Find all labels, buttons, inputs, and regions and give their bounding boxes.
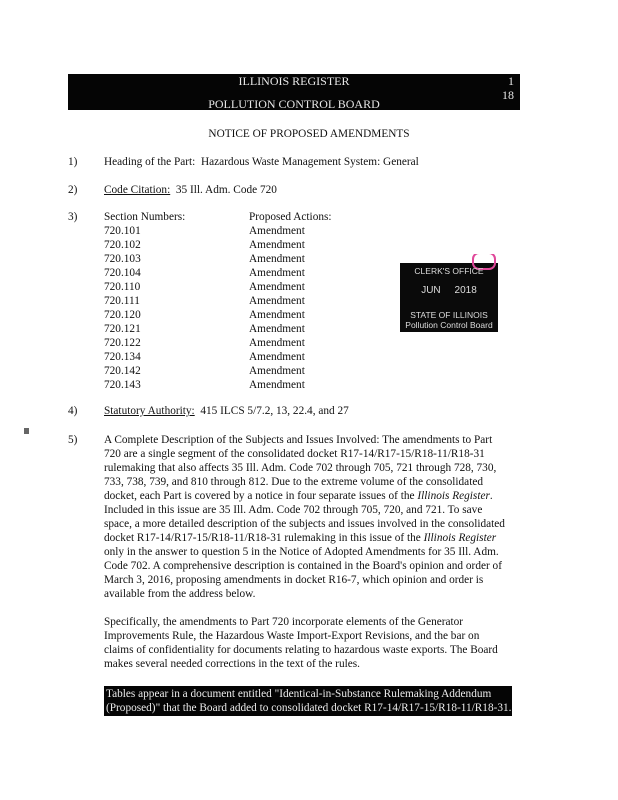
proposed-action: Amendment [249, 337, 305, 349]
specifically-line: makes several needed corrections in the text of the rules. [104, 658, 360, 670]
description-line: March 3, 2016, proposing amendments in docket R16-7, which opinion and order is [104, 574, 484, 586]
section-number: 720.103 [104, 253, 141, 265]
heading-value: Hazardous Waste Management System: General [200, 156, 419, 168]
section-number: 720.121 [104, 323, 141, 335]
stamp-date [400, 286, 498, 296]
proposed-action: Amendment [249, 309, 305, 321]
description-line: 733, 738, 739, and 810 through 812. Due to the extreme volume of the consolidated [104, 476, 483, 488]
proposed-action: Amendment [249, 365, 305, 377]
statutory-authority-value: 415 ILCS 5/7.2, 13, 22.4, and 27 [200, 405, 349, 417]
proposed-action: Amendment [249, 281, 305, 293]
specifically-line: Improvements Rule, the Hazardous Waste Import-Export Revisions, and the bar on [104, 630, 480, 642]
proposed-action: Amendment [249, 225, 305, 237]
scan-speck [24, 428, 29, 434]
section-number: 720.142 [104, 365, 141, 377]
item-number-3: 3) [68, 211, 78, 223]
stamp-state: STATE OF ILLINOIS [410, 310, 488, 320]
stamp-clerks-office: CLERK'S OFFICE [414, 266, 484, 276]
register-title: ILLINOIS REGISTER [238, 74, 350, 88]
code-citation-label: Code Citation: [104, 184, 171, 196]
description-line: Code 702. A comprehensive description is contained in the Board's opinion and order of [104, 560, 502, 572]
item-2-text [104, 184, 277, 198]
proposed-action: Amendment [249, 239, 305, 251]
tables-note-line: Tables appear in a document entitled "Identical-in-Substance Rulemaking Addendum [106, 688, 492, 700]
specifically-line: claims of confidentiality for documents relating to hazardous waste exports. The Board [104, 644, 498, 656]
section-number: 720.111 [104, 295, 140, 307]
proposed-action: Amendment [249, 379, 305, 391]
section-numbers-header: Section Numbers: [104, 211, 186, 223]
specifically-line: Specifically, the amendments to Part 720 incorporate elements of the Generator [104, 616, 464, 628]
register-title-italic: Illinois Register [423, 532, 497, 544]
code-citation-value: 35 Ill. Adm. Code 720 [175, 184, 277, 196]
description-line: only in the answer to question 5 in the Notice of Adopted Amendments for 35 Ill. Adm. [104, 546, 499, 558]
proposed-action: Amendment [249, 253, 305, 265]
heading-label: Heading of the Part: [104, 156, 196, 168]
description-line: 720 are a single segment of the consolidated docket R17-14/R17-15/R18-11/R18-31 [104, 448, 485, 460]
stamp-board: Pollution Control Board [405, 320, 493, 330]
item-4-text [104, 405, 349, 419]
agency-header-bar [68, 88, 520, 110]
description-line: available from the address below. [104, 588, 256, 600]
section-number: 720.122 [104, 337, 141, 349]
stamp-year: 2018 [454, 285, 477, 296]
item-number-2: 2) [68, 184, 78, 196]
section-number: 720.120 [104, 309, 141, 321]
statutory-authority-label: Statutory Authority: [104, 405, 195, 417]
register-title-italic: Illinois Register [417, 490, 490, 502]
proposed-action: Amendment [249, 323, 305, 335]
description-line: space, a more detailed description of the subjects and issues involved in the consolidated [104, 518, 505, 530]
section-number: 720.104 [104, 267, 141, 279]
description-line: A Complete Description of the Subjects and Issues Involved: The amendments to Part [104, 434, 493, 446]
item-number-5: 5) [68, 434, 78, 446]
proposed-action: Amendment [249, 267, 305, 279]
item-1-text [104, 156, 419, 170]
proposed-actions-header: Proposed Actions: [249, 211, 332, 223]
item-number-1: 1) [68, 156, 78, 168]
page-number: 18 [502, 88, 514, 102]
page-marker: 1 [508, 74, 514, 88]
tables-note-line: (Proposed)" that the Board added to consolidated docket R17-14/R17-15/R18-11/R18-31. [106, 702, 512, 714]
tables-note [104, 686, 512, 716]
section-number: 720.102 [104, 239, 141, 251]
notice-title: NOTICE OF PROPOSED AMENDMENTS [208, 128, 410, 140]
description-line [104, 532, 496, 546]
stamp-month: JUN [421, 285, 441, 296]
description-line-text: docket R17-14/R17-15/R18-11/R18-31 rulemaking in this issue of the [104, 532, 421, 544]
description-line: rulemaking that also affects 35 Ill. Adm. Code 702 through 705, 721 through 728, 730, [104, 462, 497, 474]
description-line-text: docket, each Part is covered by a notice in four separate issues of the [104, 490, 415, 502]
proposed-action: Amendment [249, 295, 305, 307]
section-number: 720.101 [104, 225, 141, 237]
description-line: Included in this issue are 35 Ill. Adm. Code 702 through 705, 720, and 721. To save [104, 504, 483, 516]
register-header-bar [68, 74, 520, 88]
section-number: 720.143 [104, 379, 141, 391]
filed-stamp [400, 254, 498, 332]
proposed-action: Amendment [249, 351, 305, 363]
agency-name: POLLUTION CONTROL BOARD [208, 97, 380, 111]
section-number: 720.134 [104, 351, 141, 363]
description-line [104, 490, 493, 504]
section-number: 720.110 [104, 281, 141, 293]
sentence-period: . [489, 490, 493, 502]
item-number-4: 4) [68, 405, 78, 417]
